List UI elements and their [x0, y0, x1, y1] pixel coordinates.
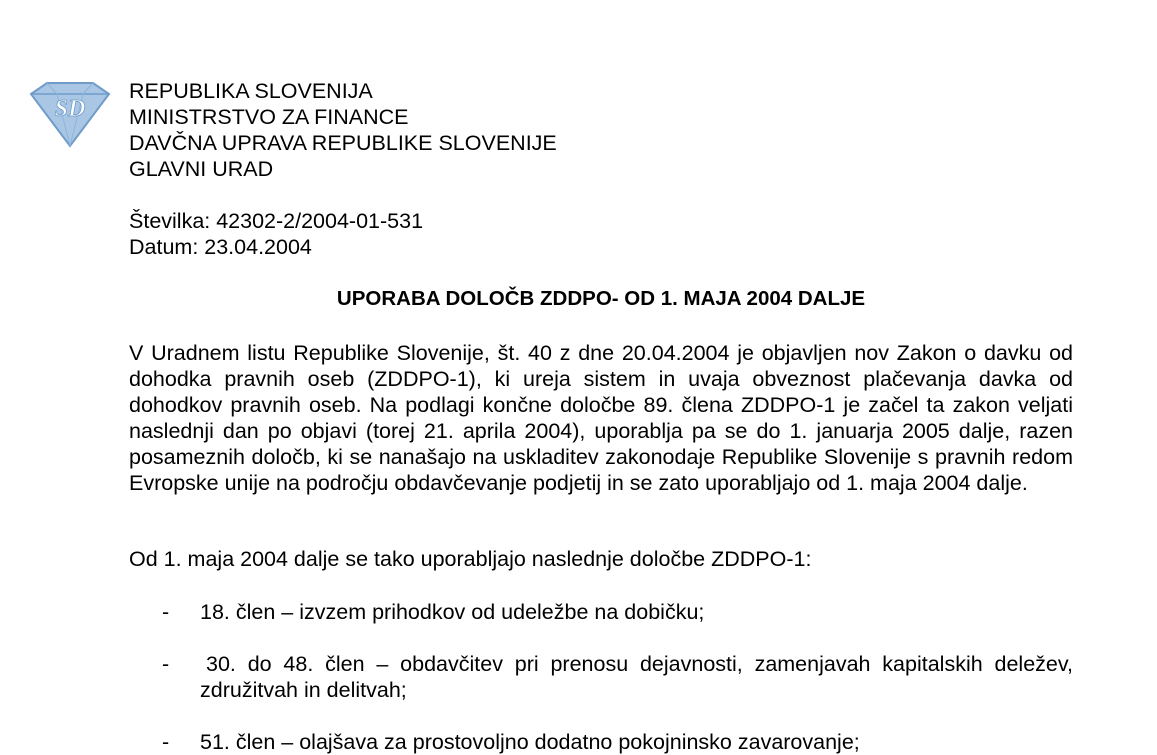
logo-lettering: SD	[54, 96, 86, 122]
list-item-text: 30. do 48. člen – obdavčitev pri prenosu dejavnosti, zamenjavah kapitalskih deležev, združitvah in delitvah;	[200, 652, 1073, 702]
header-line-ministry: MINISTRSTVO ZA FINANCE	[129, 105, 409, 129]
list-item-text: 18. člen – izvzem prihodkov od udeležbe na dobičku;	[200, 600, 705, 624]
list-item	[129, 651, 1073, 703]
list-item-text: 51. člen – olajšava za prostovoljno dodatno pokojninsko zavarovanje;	[200, 730, 860, 754]
document-number: Številka: 42302-2/2004-01-531	[129, 209, 424, 233]
body-paragraph: V Uradnem listu Republike Slovenije, št. 40 z dne 20.04.2004 je objavljen nov Zakon o davku od dohodka pravnih oseb (ZDDPO-1), ki ureja sistem in uvaja obveznost plačevanja davka od dohodkov pravnih oseb. Na podlagi končne določbe 89. člena ZDDPO-1 je začel ta zakon veljati naslednji dan po objavi (torej 21. aprila 2004), uporablja pa se do 1. januarja 2005 dalje, razen posameznih določb, ki se nanašajo na uskladitev zakonodaje Republike Slovenije s pravnih redom Evropske unije na področju obdavčevanje podjetij in se zato uporabljajo od 1. maja 2004 dalje.	[129, 341, 1073, 495]
list-item	[129, 599, 1073, 625]
list-bullet: -	[162, 600, 170, 624]
document-meta	[129, 208, 423, 260]
list-intro: Od 1. maja 2004 dalje se tako uporabljajo naslednje določbe ZDDPO-1:	[129, 547, 812, 571]
list-item	[129, 729, 1073, 755]
durs-logo-icon	[27, 80, 113, 148]
header-line-republic: REPUBLIKA SLOVENIJA	[129, 79, 373, 103]
document-title: UPORABA DOLOČB ZDDPO- OD 1. MAJA 2004 DALJE	[336, 287, 866, 310]
header-line-tax-administration: DAVČNA UPRAVA REPUBLIKE SLOVENIJE	[129, 131, 557, 155]
list-bullet: -	[162, 652, 170, 676]
document-date: Datum: 23.04.2004	[129, 235, 312, 259]
issuer-header	[129, 78, 557, 182]
header-line-main-office: GLAVNI URAD	[129, 157, 274, 181]
list-bullet: -	[162, 730, 170, 754]
